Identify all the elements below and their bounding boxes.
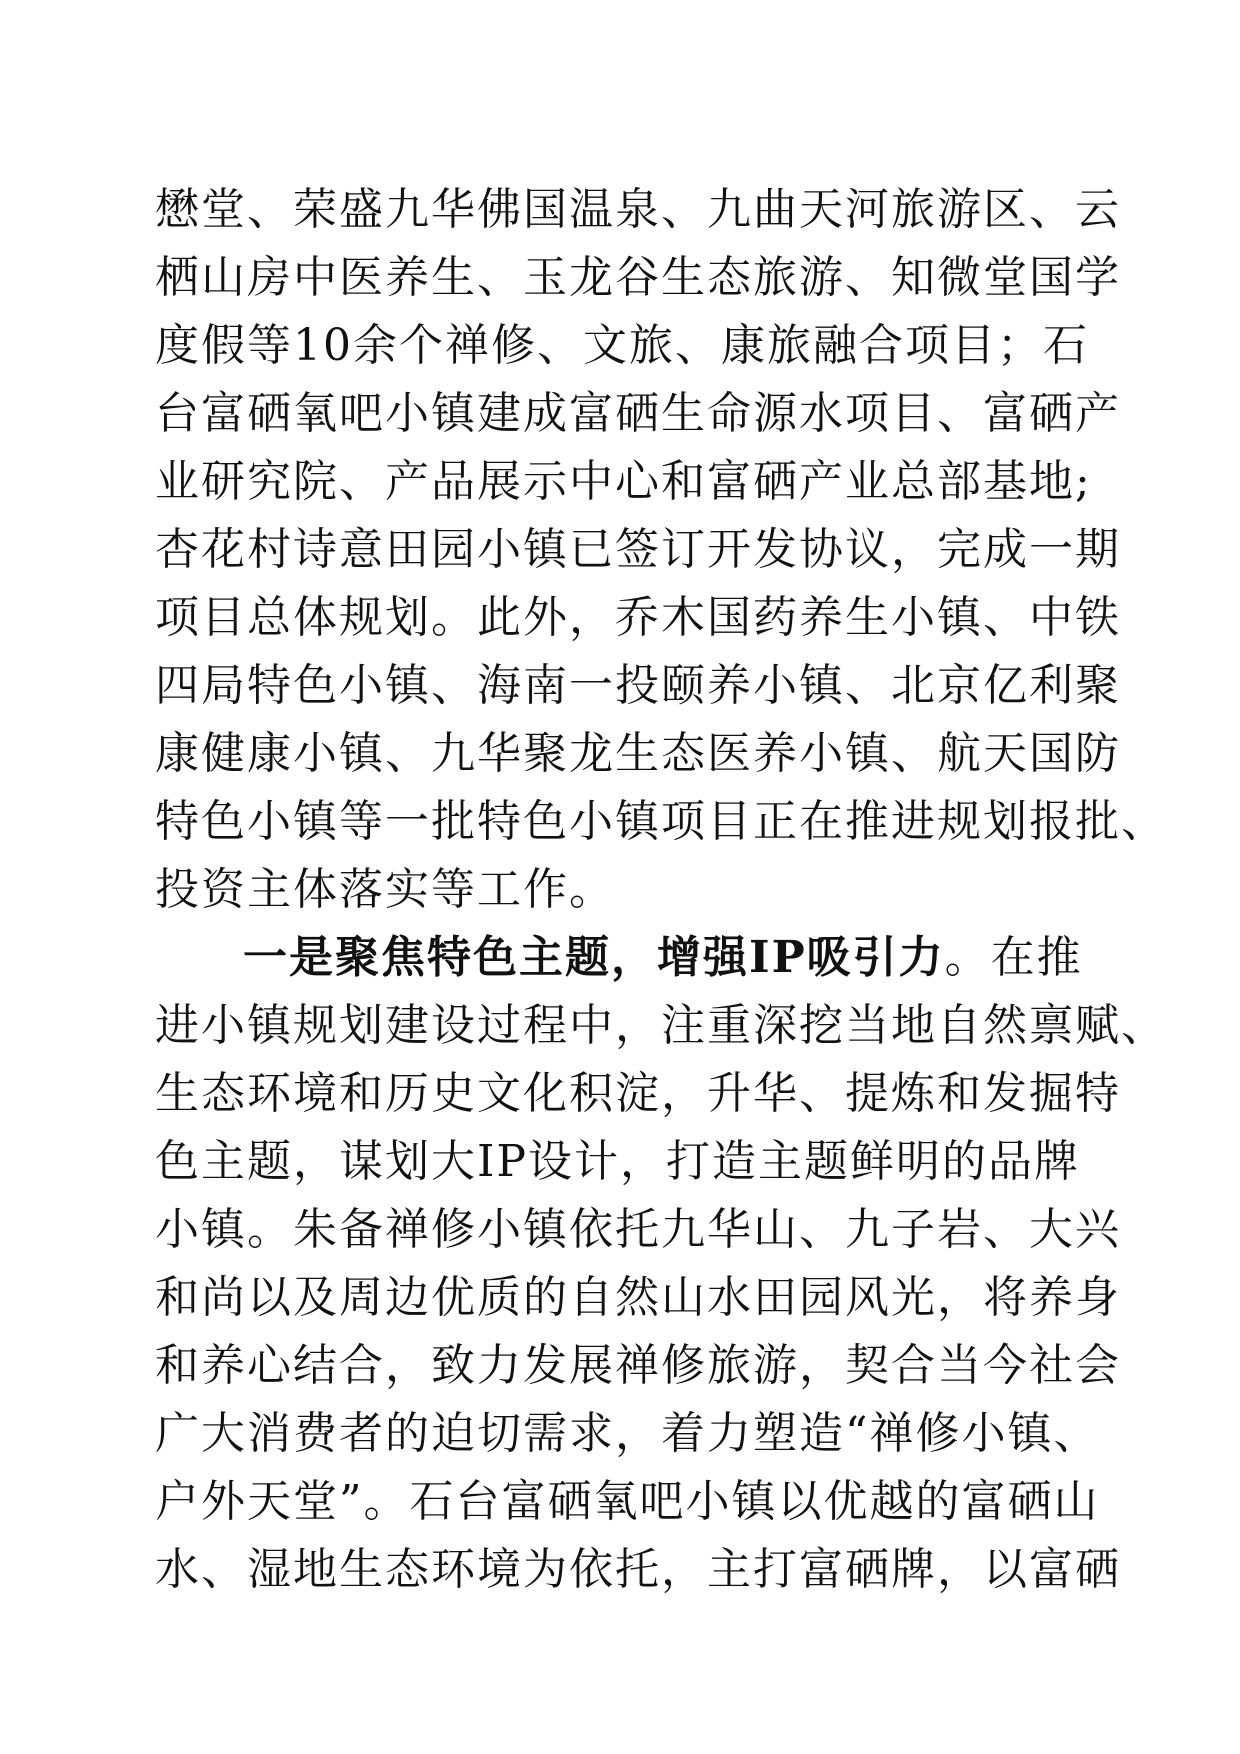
text-line: 小镇。朱备禅修小镇依托九华山、九子岩、大兴	[155, 1204, 1121, 1255]
body-text	[155, 176, 1167, 1604]
text-line: 台富硒氧吧小镇建成富硒生命源水项目、富硒产	[155, 388, 1121, 439]
text-line: 度假等10余个禅修、文旅、康旅融合项目；石	[155, 320, 1089, 371]
text-line: 进小镇规划建设过程中，注重深挖当地自然禀赋、	[155, 1000, 1167, 1051]
text-line: 栖山房中医养生、玉龙谷生态旅游、知微堂国学	[155, 252, 1121, 303]
text-line: 和养心结合，致力发展禅修旅游，契合当今社会	[155, 1340, 1121, 1391]
text-line: 四局特色小镇、海南一投颐养小镇、北京亿利聚	[155, 660, 1121, 711]
section-heading: 一是聚焦特色主题，增强IP吸引力	[243, 932, 945, 983]
text-line: 业研究院、产品展示中心和富硒产业总部基地;	[155, 456, 1092, 507]
text-line: 特色小镇等一批特色小镇项目正在推进规划报批、	[155, 796, 1167, 847]
text-line: 杏花村诗意田园小镇已签订开发协议，完成一期	[155, 524, 1121, 575]
text-line: 投资主体落实等工作。	[155, 864, 615, 915]
paragraph-first-line	[155, 924, 1085, 992]
text-line: 水、湿地生态环境为依托，主打富硒牌，以富硒	[155, 1544, 1121, 1595]
heading-tail-text: 。在推	[944, 932, 1083, 983]
text-line: 项目总体规划。此外，乔木国药养生小镇、中铁	[155, 592, 1121, 643]
text-line: 色主题，谋划大IP设计，打造主题鲜明的品牌	[155, 1136, 1080, 1187]
text-line: 和尚以及周边优质的自然山水田园风光，将养身	[155, 1272, 1121, 1323]
text-line: 懋堂、荣盛九华佛国温泉、九曲天河旅游区、云	[155, 184, 1121, 235]
text-line: 康健康小镇、九华聚龙生态医养小镇、航天国防	[155, 728, 1121, 779]
text-line: 生态环境和历史文化积淀，升华、提炼和发掘特	[155, 1068, 1121, 1119]
text-line: 广大消费者的迫切需求，着力塑造“禅修小镇、	[155, 1408, 1100, 1459]
text-line: 户外天堂”。石台富硒氧吧小镇以优越的富硒山	[155, 1476, 1100, 1527]
